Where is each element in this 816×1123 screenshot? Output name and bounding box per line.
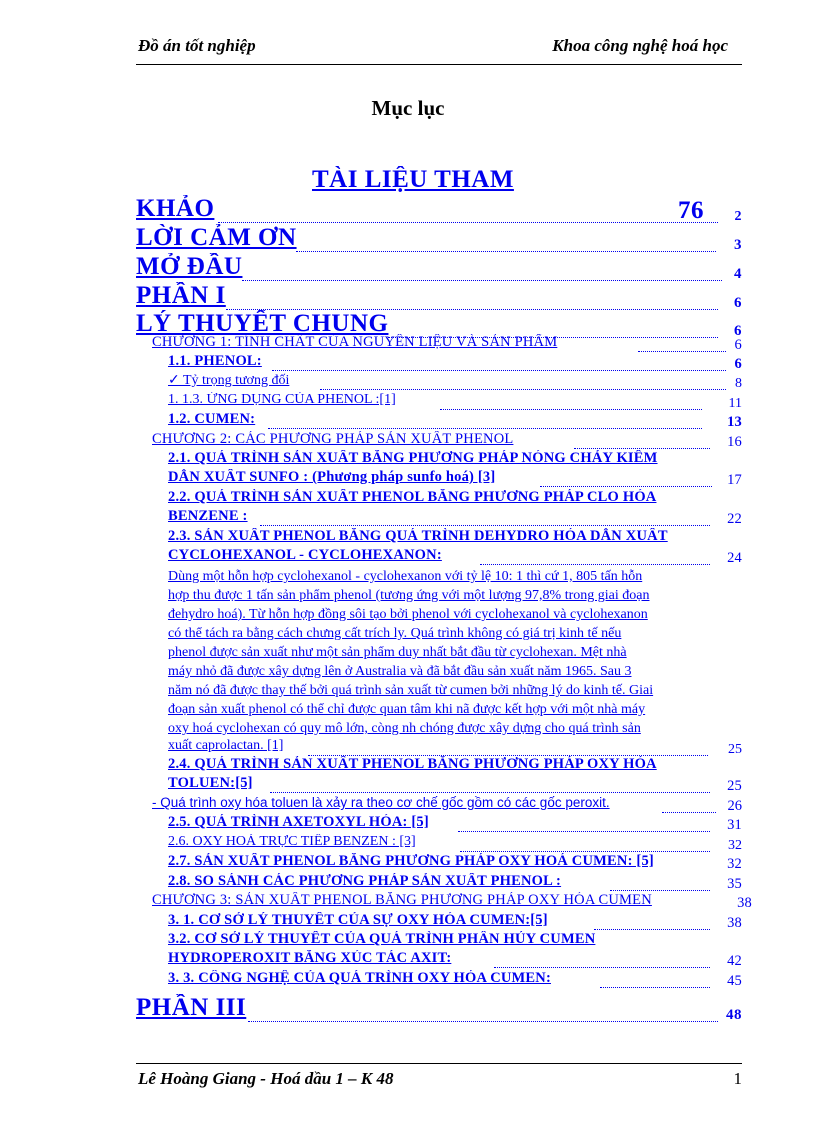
toc-entry-2-2-cont[interactable]: BENZENE : 22 — [168, 508, 742, 527]
toc-entry-references-cont[interactable]: KHẢO 76 2 — [136, 195, 742, 224]
toc-entry-general-theory[interactable]: LÝ THUYẾT CHUNG 6 — [136, 310, 742, 339]
toc-entry-toluene-oxidation[interactable]: - Quá trình oxy hóa toluen là xảy ra theo cơ chế gốc gồm có các gốc peroxit. 26 — [152, 795, 742, 814]
toc-entry-2-7[interactable]: 2.7. SẢN XUẤT PHENOL BẰNG PHƯƠNG PHÁP OXY HOÁ CUMEN: [5] 32 — [168, 853, 742, 872]
toc-entry-2-6[interactable]: 2.6. OXY HOÁ TRỰC TIẾP BENZEN : [3] 32 — [168, 834, 742, 853]
toc-entry-3-2-cont[interactable]: HYDROPEROXIT BẰNG XÚC TÁC AXIT: 42 — [168, 950, 742, 969]
header-left: Đồ án tốt nghiệp — [138, 36, 256, 55]
footer-author: Lê Hoàng Giang - Hoá dầu 1 – K 48 — [138, 1069, 394, 1088]
toc-entry-2-3[interactable]: 2.3. SẢN XUẤT PHENOL BẰNG QUÁ TRÌNH DEHYDRO HÓA DẪN XUẤT — [168, 528, 668, 544]
toc-entry-3-2[interactable]: 3.2. CƠ SỞ LÝ THUYẾT CỦA QUÁ TRÌNH PHÂN HỦY CUMEN — [168, 931, 596, 947]
toc-entry-2-1-cont[interactable]: DẪN XUẤT SUNFO : (Phương pháp sunfo hoá) [3] 17 — [168, 469, 742, 488]
toc-entry-acknowledgements[interactable]: LỜI CẢM ƠN 3 — [136, 224, 742, 253]
toc-entry-2-4-cont[interactable]: TOLUEN:[5] 25 — [168, 775, 742, 794]
toc-entry-1-1[interactable]: 1.1. PHENOL: 6 — [168, 353, 742, 372]
toc-entry-chapter-2[interactable]: CHƯƠNG 2: CÁC PHƯƠNG PHÁP SẢN XUẤT PHENOL 16 — [152, 431, 742, 450]
toc-entry-3-1[interactable]: 3. 1. CƠ SỞ LÝ THUYẾT CỦA SỰ OXY HÓA CUMEN:[5] 38 — [168, 912, 742, 931]
toc-entry-part-1[interactable]: PHẦN I 6 — [136, 282, 742, 311]
toc-entry-references[interactable]: TÀI LIỆU THAM — [312, 166, 514, 193]
header-right: Khoa công nghệ hoá học — [552, 36, 728, 55]
toc-entry-3-3[interactable]: 3. 3. CÔNG NGHỆ CỦA QUÁ TRÌNH OXY HÓA CUMEN: 45 — [168, 970, 742, 989]
toc-entry-1-2[interactable]: 1.2. CUMEN: 13 — [168, 411, 742, 430]
toc-entry-part-3[interactable]: PHẦN III 48 — [136, 994, 742, 1023]
toc-entry-2-1[interactable]: 2.1. QUÁ TRÌNH SẢN XUẤT BẰNG PHƯƠNG PHÁP NÓNG CHẢY KIỀM — [168, 450, 658, 466]
toc-entry-2-2[interactable]: 2.2. QUÁ TRÌNH SẢN XUẤT PHENOL BẰNG PHƯƠNG PHÁP CLO HÓA — [168, 489, 657, 505]
page-title: Mục lục — [371, 96, 445, 120]
toc-entry-2-3-description-end[interactable]: xuất caprolactan. [1] 25 — [168, 738, 742, 757]
toc-entry-2-8[interactable]: 2.8. SO SÁNH CÁC PHƯƠNG PHÁP SẢN XUẤT PHENOL : 35 — [168, 873, 742, 892]
page-footer — [138, 1069, 742, 1089]
toc-entry-2-3-cont[interactable]: CYCLOHEXANOL - CYCLOHEXANON: 24 — [168, 547, 742, 566]
toc-entry-chapter-1[interactable]: CHƯƠNG 1: TÍNH CHẤT CỦA NGUYÊN LIỆU VÀ SẢN PHẨM 6 — [152, 334, 742, 353]
footer-rule — [136, 1063, 742, 1064]
page-number: 1 — [733, 1069, 742, 1088]
toc-entry-2-4[interactable]: 2.4. QUÁ TRÌNH SẢN XUẤT PHENOL BẰNG PHƯƠNG PHÁP OXY HÓA — [168, 756, 657, 772]
toc-entry-introduction[interactable]: MỞ ĐẦU 4 — [136, 253, 742, 282]
toc-entry-2-3-description[interactable]: Dùng một hỗn hợp cyclohexanol - cyclohexanon với tỷ lệ 10: 1 thì cứ 1, 805 tấn hỗn hợp thu được 1 tấn sản phẩm phenol (tương ứng với một lượng 97,8% trong giai đoạn đehydro hoá). Từ hỗn hợp đồng sôi tạo bởi phenol với cyclohexanol và cyclohexanon có thể tách ra bằng cách chưng cất trích ly. Quá trình không có giá trị kinh tế nếu phenol được sản xuất như một sản phẩm duy nhất bắt đầu từ cyclohexan. Mệt nhà máy nhỏ đã được xây dựng lên ở Australia và đã bắt đầu sản xuất năm 1965. Sau 3 năm nó đã được thay thế bởi quá trình sản xuất từ cumen bởi những lý do kinh tế. Giai đoạn sản xuất phenol có thể chỉ được quan tâm khi nã được kết hợp với một nhà máy oxy hoá cyclohexan có quy mô lớn, còng nh chóng được xây dựng cho quá trình sản — [168, 569, 654, 736]
toc-entry-density[interactable]: ✓ Tỷ trọng tương đối 8 — [168, 373, 742, 391]
toc-entry-1-1-3[interactable]: 1. 1.3. ỨNG DỤNG CỦA PHENOL :[1] 11 — [168, 392, 742, 411]
toc-entry-chapter-3[interactable]: CHƯƠNG 3: SẢN XUẤT PHENOL BẰNG PHƯƠNG PHÁP OXY HÓA CUMEN 38 — [152, 892, 752, 911]
toc-entry-2-5[interactable]: 2.5. QUÁ TRÌNH AXETOXYL HÓA: [5] 31 — [168, 814, 742, 833]
